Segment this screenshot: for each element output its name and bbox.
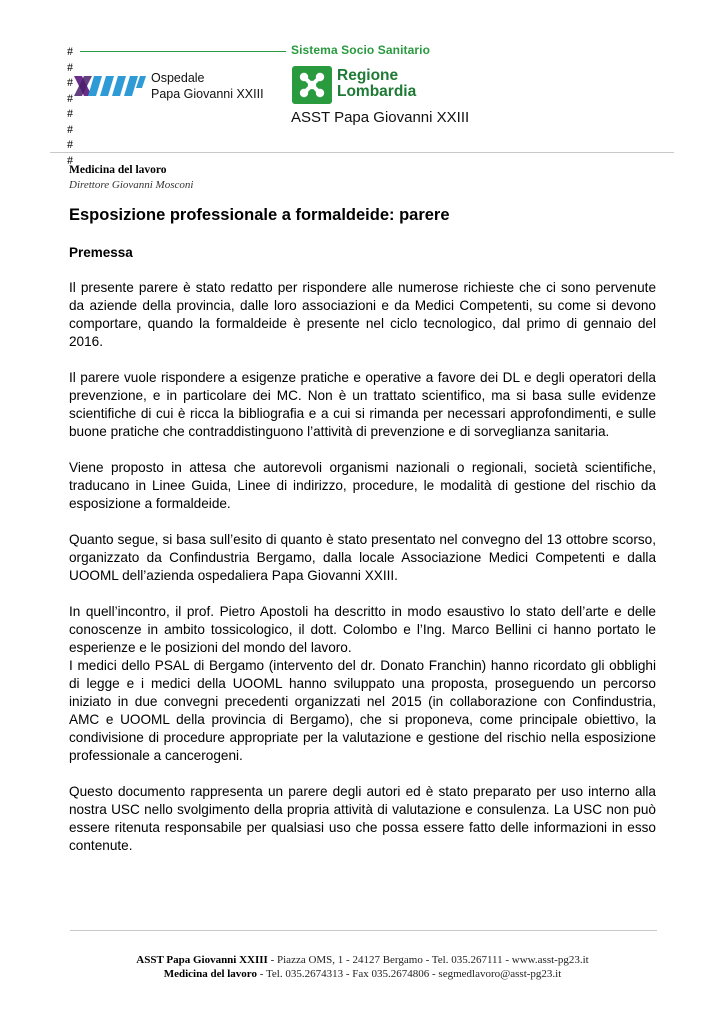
paragraph: Il presente parere è stato redatto per rispondere alle numerose richieste che ci sono pervenute da aziende della provincia, dalle loro associazioni e da Medici Competenti, su come si devono comportare, quando la formaldeide è presente nel ciclo tecnologico, dal primo di gennaio del 2016. — [69, 280, 656, 349]
paragraph: Quanto segue, si basa sull’esito di quanto è stato presentato nel convegno del 13 ottobre scorso, organizzato da Confindustria Bergamo, dalla locale Associazione Medici Competenti e dalla UOOML dell’azienda ospedaliera Papa Giovanni XXIII. — [69, 532, 656, 583]
hash-mark: # — [67, 106, 73, 120]
footer-line2 — [69, 967, 656, 981]
hash-mark: # — [67, 59, 73, 74]
hash-mark: # — [67, 90, 73, 105]
document-title: Esposizione professionale a formaldeide: parere — [69, 206, 450, 224]
hash-mark: # — [67, 75, 73, 89]
region-line1: Regione — [337, 67, 399, 84]
document-body — [69, 279, 656, 873]
hospital-name — [151, 70, 264, 102]
footer — [69, 953, 656, 981]
footer-address: - Piazza OMS, 1 - 24127 Bergamo - Tel. 035.267111 - www.asst-pg23.it — [267, 954, 589, 966]
hash-mark: # — [67, 44, 73, 58]
paragraph: Viene proposto in attesa che autorevoli organismi nazionali o regionali, società scientifiche, traducano in Linee Guida, Linee di indirizzo, procedure, le modalità di gestione del rischio da esposizione a formaldeide. — [69, 460, 656, 511]
hash-mark: # — [67, 152, 73, 167]
department-director: Direttore Giovanni Mosconi — [69, 179, 194, 191]
paragraph: Questo documento rappresenta un parere degli autori ed è stato preparato per uso interno alla nostra USC nello svolgimento della propria attività di valutazione e consulenza. La USC non può essere ritenuta responsabile per qualsiasi uso che possa essere fatto delle informazioni in esso contenute. — [69, 784, 656, 853]
footer-divider — [70, 930, 657, 931]
system-label: Sistema Socio Sanitario — [291, 43, 431, 57]
footer-org: ASST Papa Giovanni XXIII — [136, 954, 268, 966]
hash-mark: # — [67, 137, 73, 151]
footer-dept: Medicina del lavoro — [163, 968, 257, 980]
department-name: Medicina del lavoro — [69, 164, 167, 176]
header-divider — [50, 152, 674, 153]
hash-marks — [67, 44, 73, 168]
paragraph: Il parere vuole rispondere a esigenze pratiche e operative a favore dei DL e degli operatori della prevenzione, e in particolare dei MC. Non è un trattato scientifico, ma si basa sulle evidenze scientifiche di cui è ricca la bibliografia e a cui si rimanda per necessari approfondimenti, e sulle buone pratiche che contraddistinguono l’attività di prevenzione e di sorveglianza sanitaria. — [69, 370, 656, 439]
header-green-rule — [80, 51, 286, 52]
hospital-line2: Papa Giovanni XXIII — [151, 87, 264, 101]
hospital-line1: Ospedale — [151, 71, 205, 85]
region-line2: Lombardia — [337, 83, 417, 100]
hash-mark: # — [67, 121, 73, 136]
regione-lombardia-logo — [292, 66, 332, 104]
region-name — [337, 68, 416, 100]
paragraph: I medici dello PSAL di Bergamo (intervento del dr. Donato Franchin) hanno ricordato gli obblighi di legge e i medici della UOOML hanno sviluppato una proposta, proseguendo un percorso iniziato in due convegni precedenti organizzati nel 2015 (in collaborazione con Confindustria, AMC e UOOML della provincia di Bergamo), che si proponeva, come principale obiettivo, la condivisione di procedure appropriate per la valutazione e gestione del rischio nella esposizione professionale a cancerogeni. — [69, 658, 656, 763]
footer-contacts: - Tel. 035.2674313 - Fax 035.2674806 - segmedlavoro@asst-pg23.it — [257, 968, 562, 980]
asst-name: ASST Papa Giovanni XXIII — [291, 109, 470, 126]
footer-line1 — [69, 953, 656, 967]
section-title: Premessa — [69, 245, 133, 260]
hospital-logo — [74, 74, 146, 98]
paragraph: In quell’incontro, il prof. Pietro Apostoli ha descritto in modo esaustivo lo stato dell’arte e delle conoscenze in ambito tossicologico, il dott. Colombo e l’Ing. Marco Bellini ci hanno portato le esperienze e le posizioni del mondo del lavoro. — [69, 604, 656, 655]
